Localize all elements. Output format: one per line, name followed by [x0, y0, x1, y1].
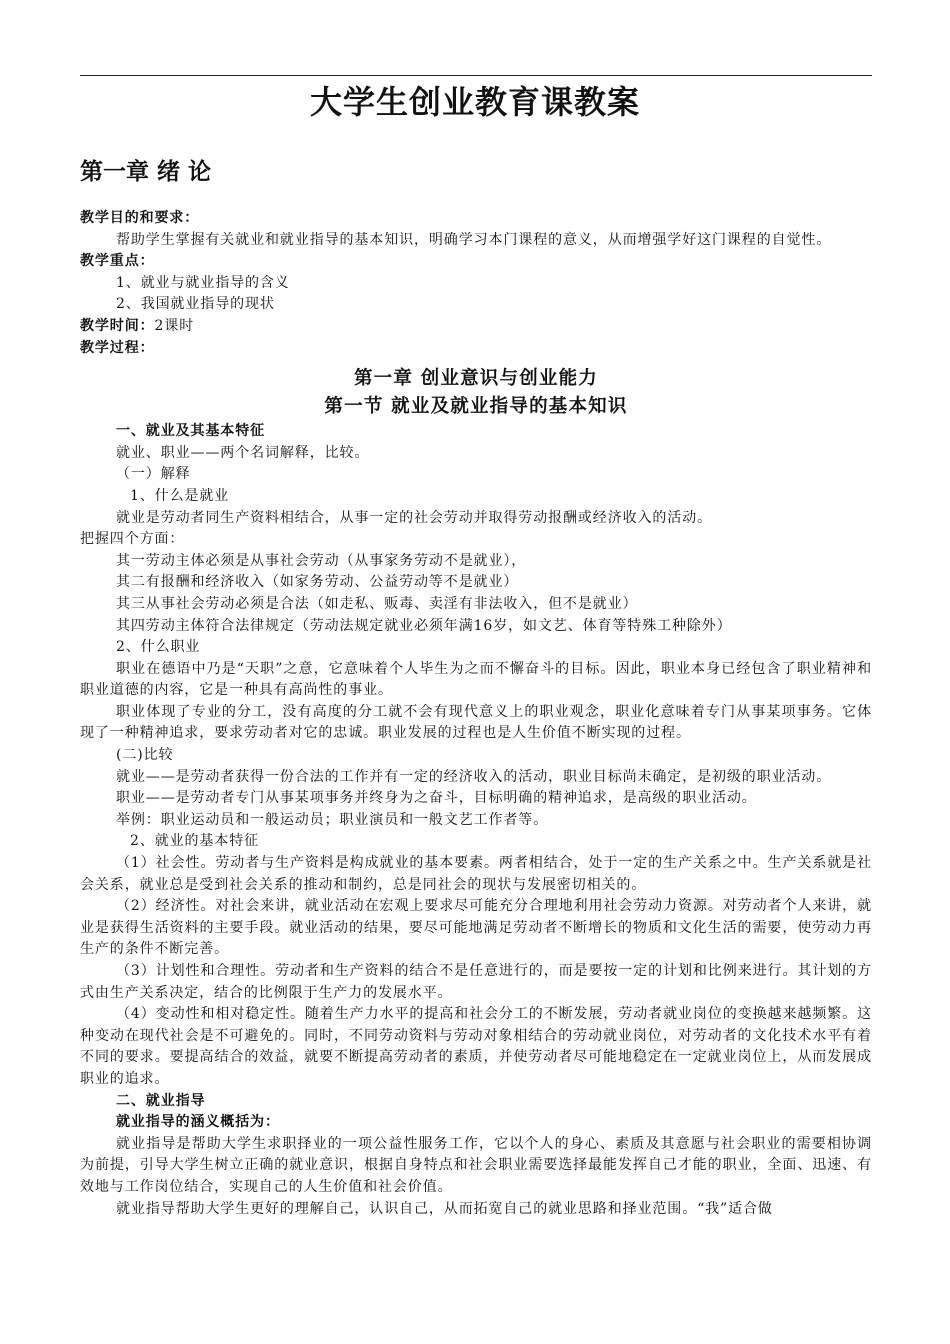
body-paragraph: 第一章 创业意识与创业能力 — [353, 368, 599, 390]
body-paragraph: 1、什么是就业 — [130, 487, 230, 504]
body-paragraph: （1）社会性。劳动者与生产资料是构成就业的基本要素。两者相结合，处于一定的生产关系之中。生产关系就是社会关系，就业总是受到社会关系的推动和制约，总是同社会的现状与发展密切相关的。 — [80, 855, 872, 893]
body-paragraph: 二、就业指导 — [116, 1092, 206, 1109]
body-paragraph: 2、就业的基本特征 — [130, 833, 260, 850]
body-paragraph: 职业——是劳动者专门从事某项事务并终身为之奋斗，目标明确的精神追求，是高级的职业活动。 — [116, 790, 757, 807]
body-paragraph: 一、就业及其基本特征 — [116, 423, 265, 440]
field-label: 教学时间： — [80, 317, 155, 334]
body-paragraph: 职业在德语中乃是“天职”之意，它意味着个人毕生为之而不懈奋斗的目标。因此，职业本身已经包含了职业精神和职业道德的内容，它是一种具有高尚性的事业。 — [80, 660, 872, 699]
body-paragraph: 1、就业与就业指导的含义 — [116, 274, 290, 291]
body-paragraph: 举例：职业运动员和一般运动员；职业演员和一般文艺工作者等。 — [116, 811, 549, 828]
body-paragraph: （4）变动性和相对稳定性。随着生产力水平的提高和社会分工的不断发展，劳动者就业岗位的变换越来越频繁。这种变动在现代社会是不可避免的。同时，不同劳动资料与劳动对象相结合的劳动就业岗位，对劳动者的文化技术水平有着不同的要求。要提高结合的效益，就要不断提高劳动者的素质，并使劳动者尽可能地稳定在一定就业岗位上，从而发展成职业的追求。 — [80, 1006, 872, 1087]
body-paragraph: 帮助学生掌握有关就业和就业指导的基本知识，明确学习本门课程的意义，从而增强学好这门课程的自觉性。 — [116, 231, 832, 248]
body-paragraph: 职业体现了专业的分工，没有高度的分工就不会有现代意义上的职业观念，职业化意味着专门从事某项事务。它体现了一种精神追求，要求劳动者对它的忠诚。职业发展的过程也是人生价值不断实现的过程。 — [80, 703, 872, 742]
document-body — [80, 208, 872, 1220]
body-paragraph: （一）解释 — [116, 466, 191, 483]
body-paragraph: 就业——是劳动者获得一份合法的工作并有一定的经济收入的活动，职业目标尚未确定，是初级的职业活动。 — [116, 768, 832, 785]
body-paragraph: 就业指导帮助大学生更好的理解自己，认识自己，从而拓宽自己的就业思路和择业范围。“我”适合做 — [116, 1200, 773, 1217]
body-paragraph: 就业是劳动者同生产资料相结合，从事一定的社会劳动并取得劳动报酬或经济收入的活动。 — [116, 509, 712, 526]
body-paragraph — [80, 316, 872, 338]
body-paragraph: （2）经济性。对社会来讲，就业活动在宏观上要求尽可能充分合理地利用社会劳动力资源。对劳动者个人来讲，就业是获得生活资料的主要手段。就业活动的结果，要尽可能地满足劳动者不断增长的物质和文化生活的需要，使劳动力再生产的条件不断完善。 — [80, 898, 872, 958]
body-paragraph: 教学重点： — [80, 253, 155, 270]
body-paragraph: 其四劳动主体符合法律规定（劳动法规定就业必须年满16岁，如文艺、体育等特殊工种除外） — [116, 617, 732, 634]
body-paragraph: 教学目的和要求： — [80, 210, 200, 226]
body-paragraph: （3）计划性和合理性。劳动者和生产资料的结合不是任意进行的，而是要按一定的计划和比例来进行。其计划的方式由生产关系决定，结合的比例限于生产力的发展水平。 — [80, 963, 872, 1001]
body-paragraph: 把握四个方面： — [80, 531, 185, 548]
chapter-heading: 第一章 绪 论 — [80, 159, 212, 185]
body-paragraph: 教学过程： — [80, 339, 155, 356]
body-paragraph: 2、我国就业指导的现状 — [116, 296, 275, 313]
field-value: 2课时 — [154, 317, 195, 334]
body-paragraph: 就业、职业——两个名词解释，比较。 — [116, 444, 370, 461]
document-title: 大学生创业教育课教案 — [309, 83, 640, 121]
body-paragraph: 其一劳动主体必须是从事社会劳动（从事家务劳动不是就业）， — [116, 552, 527, 569]
header-rule — [80, 75, 872, 76]
body-paragraph: 其二有报酬和经济收入（如家务劳动、公益劳动等不是就业） — [116, 574, 519, 591]
body-paragraph: 其三从事社会劳动必须是合法（如走私、贩毒、卖淫有非法收入，但不是就业） — [116, 595, 638, 612]
body-paragraph: 2、什么职业 — [116, 639, 201, 656]
body-paragraph: 就业指导的涵义概括为： — [116, 1114, 280, 1131]
body-paragraph: (二)比较 — [116, 747, 174, 764]
body-paragraph: 第一节 就业及就业指导的基本知识 — [324, 396, 628, 418]
body-paragraph: 就业指导是帮助大学生求职择业的一项公益性服务工作，它以个人的身心、素质及其意愿与社会职业的需要相协调为前提，引导大学生树立正确的就业意识，根据自身特点和社会职业需要选择最能发挥自己才能的职业，全面、迅速、有效地与工作岗位结合，实现自己的人生价值和社会价值。 — [80, 1135, 872, 1195]
